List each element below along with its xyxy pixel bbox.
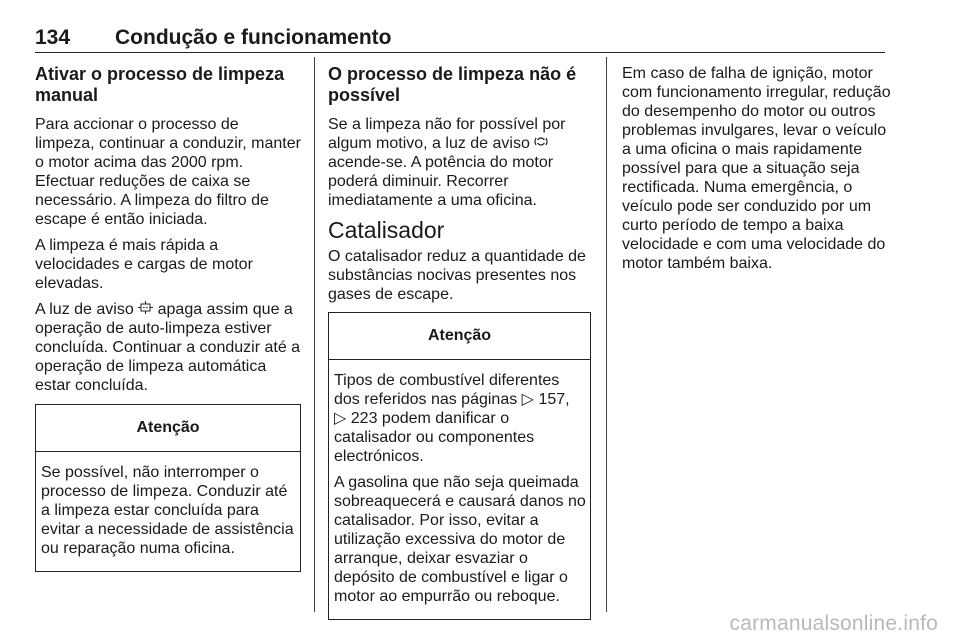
column-divider — [606, 57, 607, 612]
paragraph — [328, 115, 591, 210]
notice-body — [36, 452, 300, 571]
column-2 — [328, 64, 591, 620]
running-title: Condução e funcionamento — [115, 26, 392, 49]
text-run: Se a limpeza não for possível por algum motivo, a luz de aviso — [328, 116, 566, 152]
notice-title: Atenção — [36, 405, 300, 452]
paragraph: O catalisador reduz a quantidade de substâncias nocivas presentes nos gases de escape. — [328, 248, 586, 303]
header-rule — [35, 52, 885, 53]
column-3 — [622, 64, 892, 280]
page-ref[interactable]: 223 — [350, 410, 378, 427]
section-title: Catalisador — [328, 217, 445, 243]
paragraph — [35, 300, 301, 395]
notice-body — [329, 360, 590, 619]
notice-box — [328, 312, 591, 620]
paragraph: Em caso de falha de ignição, motor com funcionamento irregular, redução do desempenho do motor ou outros problemas invulgares, levar o veículo a uma oficina o mais rapidamente possível para que a situação seja rectificada. Numa emergência, o veículo pode ser conduzido por um curto período de tempo a baixa velocidade e com uma velocidade do motor também baixa. — [622, 65, 891, 272]
watermark: carmanualsonline.info — [729, 612, 938, 635]
text-run: A luz de aviso — [35, 301, 139, 318]
column-1 — [35, 64, 301, 572]
paragraph: Para accionar o processo de limpeza, continuar a conduzir, manter o motor acima das 2000 rpm. Efectuar reduções de caixa se necessário. A limpeza do filtro de escape é então iniciada. — [35, 116, 301, 228]
notice-title: Atenção — [329, 313, 590, 360]
notice-text — [334, 371, 586, 466]
text-run: , — [565, 391, 570, 408]
page-ref-arrow-icon: ▷ — [521, 391, 534, 408]
notice-box — [35, 404, 301, 572]
page-ref[interactable]: 157 — [538, 391, 566, 408]
page-header — [35, 26, 885, 50]
text-run: acende-se. A potência do motor poderá diminuir. Recorrer imediatamente a uma oficina. — [328, 154, 554, 209]
section-heading: O processo de limpeza não é possível — [328, 64, 577, 105]
text-run: Tipos de combustível diferentes dos referidos nas páginas — [334, 372, 560, 408]
text-run: apaga assim que a operação de auto-limpeza estiver concluída. Continuar a conduzir até a operação de limpeza automática estar concluída. — [35, 301, 301, 394]
column-divider — [314, 57, 315, 612]
text-run: podem danificar o catalisador ou componentes electrónicos. — [334, 410, 535, 465]
notice-text: A gasolina que não seja queimada sobreaquecerá e causará danos no catalisador. Por isso, evitar a utilização excessiva do motor de arranque, deixar esvaziar o depósito de combustível e ligar o motor ao empurrão ou reboque. — [334, 474, 586, 605]
notice-text: Se possível, não interromper o processo de limpeza. Conduzir até a limpeza estar concluída para evitar a necessidade de assistência ou reparação numa oficina. — [41, 464, 294, 557]
page-ref-arrow-icon: ▷ — [334, 410, 347, 427]
paragraph: A limpeza é mais rápida a velocidades e cargas de motor elevadas. — [35, 237, 253, 292]
diesel-particulate-filter-icon — [138, 301, 153, 316]
section-heading: Ativar o processo de limpeza manual — [35, 64, 285, 105]
glow-plug-icon — [534, 135, 548, 150]
page-number: 134 — [35, 26, 71, 49]
